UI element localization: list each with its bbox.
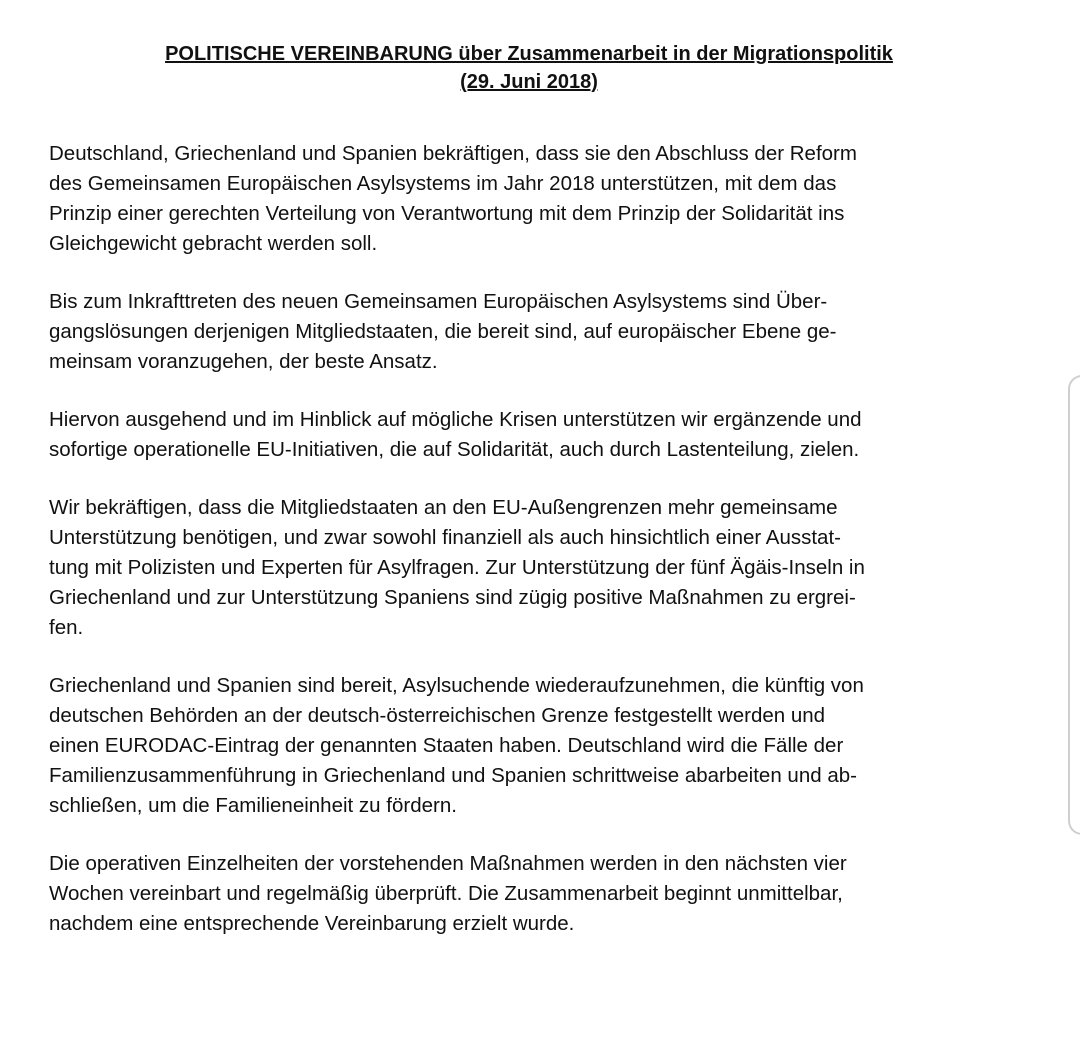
- text-line: Gleichgewicht gebracht werden soll.: [49, 232, 378, 255]
- text-line: deutschen Behörden an der deutsch-österreichischen Grenze festgestellt werden und: [49, 704, 826, 727]
- text-line: Familienzusammenführung in Griechenland und Spanien schrittweise abarbeiten und ab-: [49, 764, 857, 787]
- text-line: Prinzip einer gerechten Verteilung von Verantwortung mit dem Prinzip der Solidarität ins: [49, 202, 845, 225]
- paragraph-3: [49, 405, 1049, 465]
- paragraph-6: [49, 849, 1049, 939]
- paragraph-1: [49, 139, 1049, 259]
- text-line: Wochen vereinbart und regelmäßig überprüft. Die Zusammenarbeit beginnt unmittelbar,: [49, 882, 843, 905]
- text-line: des Gemeinsamen Europäischen Asylsystems im Jahr 2018 unterstützen, mit dem das: [49, 172, 837, 195]
- side-panel-handle[interactable]: [1068, 375, 1080, 835]
- paragraph-4: [49, 493, 1049, 643]
- text-line: gangslösungen derjenigen Mitgliedstaaten, die bereit sind, auf europäischer Ebene ge-: [49, 320, 837, 343]
- text-line: Hiervon ausgehend und im Hinblick auf mögliche Krisen unterstützen wir ergänzende und: [49, 408, 862, 431]
- paragraph-5: [49, 671, 1049, 821]
- text-line: sofortige operationelle EU-Initiativen, die auf Solidarität, auch durch Lastenteilung, zielen.: [49, 438, 860, 461]
- text-line: Bis zum Inkrafttreten des neuen Gemeinsamen Europäischen Asylsystems sind Über-: [49, 290, 828, 313]
- paragraph-2: [49, 287, 1049, 377]
- text-line: einen EURODAC-Eintrag der genannten Staaten haben. Deutschland wird die Fälle der: [49, 734, 844, 757]
- text-line: schließen, um die Familieneinheit zu fördern.: [49, 794, 457, 817]
- text-line: Wir bekräftigen, dass die Mitgliedstaaten an den EU-Außengrenzen mehr gemeinsame: [49, 496, 838, 519]
- document-page: [49, 40, 1049, 939]
- text-line: Griechenland und Spanien sind bereit, Asylsuchende wiederaufzunehmen, die künftig von: [49, 674, 864, 697]
- text-line: Die operativen Einzelheiten der vorstehenden Maßnahmen werden in den nächsten vier: [49, 852, 847, 875]
- text-line: Griechenland und zur Unterstützung Spaniens sind zügig positive Maßnahmen zu ergrei-: [49, 586, 856, 609]
- text-line: Unterstützung benötigen, und zwar sowohl finanziell als auch hinsichtlich einer Ausstat-: [49, 526, 841, 549]
- document-title: [9, 40, 1049, 96]
- text-line: meinsam voranzugehen, der beste Ansatz.: [49, 350, 438, 373]
- text-line: nachdem eine entsprechende Vereinbarung erzielt wurde.: [49, 912, 575, 935]
- title-line: POLITISCHE VEREINBARUNG über Zusammenarbeit in der Migrationspolitik: [165, 43, 893, 65]
- text-line: tung mit Polizisten und Experten für Asylfragen. Zur Unterstützung der fünf Ägäis-Inseln in: [49, 556, 865, 579]
- text-line: fen.: [49, 616, 84, 639]
- text-line: Deutschland, Griechenland und Spanien bekräftigen, dass sie den Abschluss der Reform: [49, 142, 857, 165]
- title-date: (29. Juni 2018): [460, 71, 598, 93]
